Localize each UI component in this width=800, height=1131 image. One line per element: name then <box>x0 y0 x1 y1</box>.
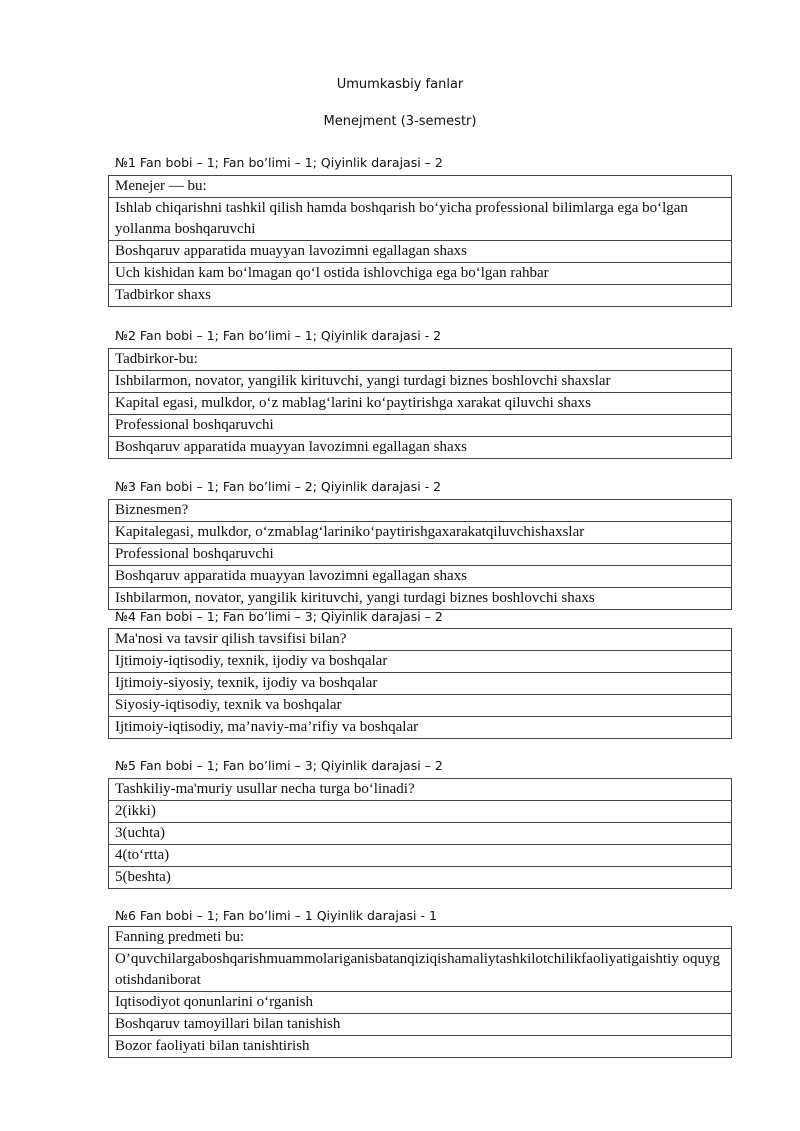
table-row <box>109 695 732 717</box>
question-text: Fanning predmeti bu: <box>109 927 732 949</box>
question-3-table <box>108 499 732 610</box>
answer-option: Uch kishidan kam bo‘lmagan qo‘l ostida ishlovchiga ega bo‘lgan rahbar <box>109 263 732 285</box>
answer-option: Ishbilarmon, novator, yangilik kirituvchi, yangi turdagi biznes boshlovchi shaxslar <box>109 371 732 393</box>
answer-option: Ijtimoiy-iqtisodiy, ma’naviy-ma’rifiy va boshqalar <box>109 717 732 739</box>
answer-option: Professional boshqaruvchi <box>109 544 732 566</box>
answer-option: Iqtisodiyot qonunlarini o‘rganish <box>109 992 732 1014</box>
answer-option: Ishlab chiqarishni tashkil qilish hamda boshqarish bo‘yicha professional bilimlarga ega bo‘lgan yollanma boshqaruvchi <box>109 198 732 241</box>
answer-option: Tadbirkor shaxs <box>109 285 732 307</box>
table-row <box>109 241 732 263</box>
answer-option: Boshqaruv apparatida muayyan lavozimni egallagan shaxs <box>109 566 732 588</box>
answer-option: 5(beshta) <box>109 867 732 889</box>
question-2-heading: №2 Fan bobi – 1; Fan bo’limi – 1; Qiyinlik darajasi - 2 <box>115 328 442 343</box>
table-row <box>109 566 732 588</box>
table-row <box>109 1014 732 1036</box>
table-row <box>109 673 732 695</box>
table-row <box>109 588 732 610</box>
table-row <box>109 437 732 459</box>
table-row <box>109 371 732 393</box>
table-row <box>109 263 732 285</box>
table-row <box>109 845 732 867</box>
table-row <box>109 393 732 415</box>
document-subtitle: Menejment (3-semestr) <box>323 114 477 129</box>
answer-option: Ishbilarmon, novator, yangilik kirituvchi, yangi turdagi biznes boshlovchi shaxs <box>109 588 732 610</box>
answer-option: Kapital egasi, mulkdor, o‘z mablag‘larini ko‘paytirishga xarakat qiluvchi shaxs <box>109 393 732 415</box>
table-row <box>109 1036 732 1058</box>
question-4-table <box>108 628 732 739</box>
answer-option: 3(uchta) <box>109 823 732 845</box>
question-text: Tadbirkor-bu: <box>109 349 732 371</box>
question-4-heading: №4 Fan bobi – 1; Fan bo’limi – 3; Qiyinlik darajasi – 2 <box>115 609 443 624</box>
table-row <box>109 629 732 651</box>
table-row <box>109 651 732 673</box>
answer-option: Ijtimoiy-siyosiy, texnik, ijodiy va boshqalar <box>109 673 732 695</box>
table-row <box>109 867 732 889</box>
question-1-table <box>108 175 732 307</box>
table-row <box>109 198 732 241</box>
question-1-heading: №1 Fan bobi – 1; Fan bo’limi – 1; Qiyinlik darajasi – 2 <box>115 155 443 170</box>
table-row <box>109 927 732 949</box>
table-row <box>109 500 732 522</box>
document-title: Umumkasbiy fanlar <box>336 77 464 92</box>
question-text: Tashkiliy-ma'muriy usullar necha turga bo‘linadi? <box>109 779 732 801</box>
table-row <box>109 285 732 307</box>
table-row <box>109 779 732 801</box>
question-5-table <box>108 778 732 889</box>
question-3-heading: №3 Fan bobi – 1; Fan bo’limi – 2; Qiyinlik darajasi - 2 <box>115 479 442 494</box>
question-6-table <box>108 926 732 1058</box>
answer-option: Professional boshqaruvchi <box>109 415 732 437</box>
answer-option: O’quvchilargaboshqarishmuammolariganisbatanqiziqishamaliytashkilotchilikfaoliyatigaishtiy oquygotishdaniborat <box>109 949 732 992</box>
table-row <box>109 176 732 198</box>
question-6-heading: №6 Fan bobi – 1; Fan bo’limi – 1 Qiyinlik darajasi - 1 <box>115 908 437 923</box>
answer-option: 4(to‘rtta) <box>109 845 732 867</box>
question-5-heading: №5 Fan bobi – 1; Fan bo’limi – 3; Qiyinlik darajasi – 2 <box>115 758 443 773</box>
answer-option: Boshqaruv tamoyillari bilan tanishish <box>109 1014 732 1036</box>
question-text: Biznesmen? <box>109 500 732 522</box>
question-text: Menejer — bu: <box>109 176 732 198</box>
table-row <box>109 544 732 566</box>
table-row <box>109 949 732 992</box>
answer-option: Bozor faoliyati bilan tanishtirish <box>109 1036 732 1058</box>
answer-option: Siyosiy-iqtisodiy, texnik va boshqalar <box>109 695 732 717</box>
question-text: Ma'nosi va tavsir qilish tavsifisi bilan? <box>109 629 732 651</box>
table-row <box>109 801 732 823</box>
table-row <box>109 717 732 739</box>
answer-option: Ijtimoiy-iqtisodiy, texnik, ijodiy va boshqalar <box>109 651 732 673</box>
table-row <box>109 522 732 544</box>
table-row <box>109 415 732 437</box>
table-row <box>109 349 732 371</box>
answer-option: Kapitalegasi, mulkdor, o‘zmablag‘lariniko‘paytirishgaxarakatqiluvchishaxslar <box>109 522 732 544</box>
question-2-table <box>108 348 732 459</box>
answer-option: 2(ikki) <box>109 801 732 823</box>
answer-option: Boshqaruv apparatida muayyan lavozimni egallagan shaxs <box>109 437 732 459</box>
answer-option: Boshqaruv apparatida muayyan lavozimni egallagan shaxs <box>109 241 732 263</box>
table-row <box>109 823 732 845</box>
table-row <box>109 992 732 1014</box>
